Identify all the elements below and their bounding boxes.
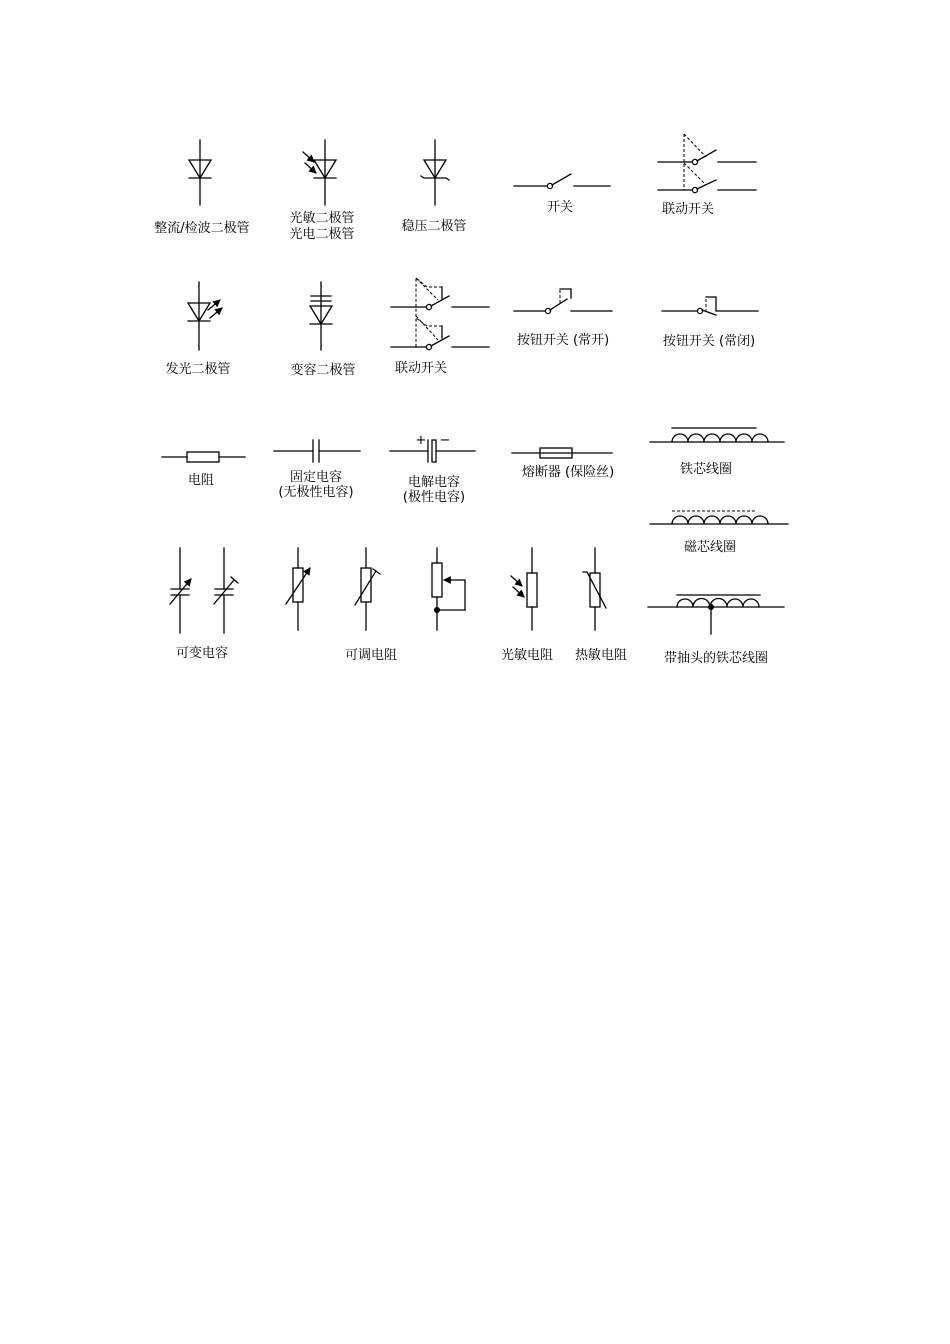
tapped-coil-symbol bbox=[648, 595, 784, 666]
label-rectifier-diode: 整流/检波二极管 bbox=[154, 221, 250, 236]
rectifier-diode-symbol bbox=[154, 140, 249, 236]
label-electrolytic-capacitor-line2: (极性电容) bbox=[402, 490, 466, 505]
label-push-button-nc: 按钮开关 (常闭) bbox=[662, 334, 756, 349]
fuse-symbol bbox=[512, 448, 614, 480]
label-fixed-capacitor-line1: 固定电容 bbox=[289, 470, 343, 485]
label-photodiode-line2: 光电二极管 bbox=[289, 227, 355, 242]
label-varactor: 变容二极管 bbox=[290, 363, 356, 378]
iron-core-coil-symbol bbox=[650, 428, 784, 477]
label-ganged-switch-1: 联动开关 bbox=[661, 202, 715, 217]
label-photoresistor: 光敏电阻 bbox=[500, 648, 554, 663]
label-variable-capacitor: 可变电容 bbox=[175, 646, 229, 661]
label-photodiode-line1: 光敏二极管 bbox=[289, 211, 355, 226]
ganged-switch-symbol-1 bbox=[658, 134, 756, 217]
label-adjustable-resistor: 可调电阻 bbox=[344, 648, 398, 663]
thermistor-symbol bbox=[575, 548, 627, 663]
label-tapped-coil: 带抽头的铁芯线圈 bbox=[663, 651, 769, 666]
push-button-no-symbol bbox=[514, 289, 612, 348]
label-electrolytic-capacitor-line1: 电解电容 bbox=[407, 475, 461, 490]
led-symbol bbox=[165, 282, 230, 377]
ganged-switch-symbol-2 bbox=[391, 278, 489, 376]
variable-capacitor-symbol bbox=[170, 548, 238, 661]
label-fixed-capacitor-line2: (无极性电容) bbox=[278, 485, 354, 500]
label-resistor: 电阻 bbox=[187, 473, 215, 488]
polarity-plus: + bbox=[415, 433, 427, 448]
resistor-symbol bbox=[162, 452, 245, 488]
label-push-button-no: 按钮开关 (常开) bbox=[516, 333, 610, 348]
label-fuse: 熔断器 (保险丝) bbox=[521, 465, 615, 480]
magnetic-core-coil-symbol bbox=[650, 511, 788, 555]
polarity-minus: − bbox=[439, 433, 451, 448]
zener-diode-symbol bbox=[401, 140, 466, 234]
label-led: 发光二极管 bbox=[165, 362, 231, 377]
electrolytic-capacitor-symbol bbox=[390, 433, 475, 505]
adjustable-resistor-symbol bbox=[286, 548, 465, 663]
photodiode-symbol bbox=[289, 140, 354, 242]
label-magnetic-core-coil: 磁芯线圈 bbox=[683, 540, 737, 555]
label-thermistor: 热敏电阻 bbox=[574, 648, 628, 663]
varactor-symbol bbox=[290, 282, 355, 378]
switch-symbol bbox=[514, 174, 610, 215]
push-button-nc-symbol bbox=[662, 297, 758, 349]
label-iron-core-coil: 铁芯线圈 bbox=[679, 462, 733, 477]
label-zener-diode: 稳压二极管 bbox=[401, 219, 467, 234]
label-ganged-switch-2: 联动开关 bbox=[394, 361, 448, 376]
photoresistor-symbol bbox=[501, 548, 553, 663]
label-switch: 开关 bbox=[546, 200, 574, 215]
fixed-capacitor-symbol bbox=[274, 440, 360, 500]
